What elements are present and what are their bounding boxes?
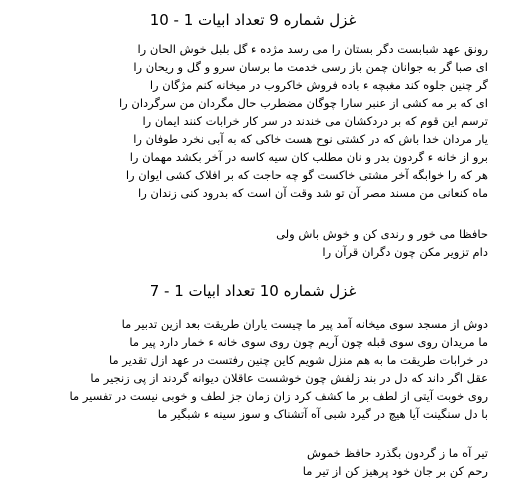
ghazal-10-title: غزل شماره 10 تعداد ابیات 1 - 7 bbox=[149, 282, 357, 300]
ghazal-9-verse-6: یار مردان خدا باش که در کشتی نوح هست خاکی که به آبی نخرد طوفان را bbox=[133, 132, 488, 146]
ghazal-9-verse-3: گر چنین جلوه کند مغبچه ء باده فروش خاکروب در میخانه کنم مژگان را bbox=[149, 78, 488, 92]
ghazal-9-verse-4: ای که بر مه کشی از عنبر سارا چوگان مضطرب حال مگردان من سرگردان را bbox=[118, 96, 488, 110]
ghazal-10-verse-6: با دل سنگینت آیا هیچ در گیرد شبی آه آتشناک و سوز سینه ء شبگیر ما bbox=[157, 407, 488, 421]
ghazal-10-verse-3: در خرابات طریقت ما به هم منزل شویم کاین چنین رفتست در عهد ازل تقدیر ما bbox=[108, 353, 488, 367]
ghazal-9-verse-8: هر که را خوابگه آخر مشتی خاکست گو چه حاجت که بر افلاک کشی ایوان را bbox=[125, 168, 488, 182]
ghazal-9-verse-2: ای صبا گر به جوانان چمن باز رسی خدمت ما برسان سرو و گل و ریحان را bbox=[133, 60, 488, 74]
ghazal-9-title: غزل شماره 9 تعداد ابیات 1 - 10 bbox=[149, 11, 357, 29]
ghazal-9-verse-9: ماه کنعانی من مسند مصر آن تو شد وقت آن است که بدرود کنی زندان را bbox=[138, 186, 488, 200]
ghazal-10-closing-1: تیر آه ما ز گردون بگذرد حافظ خموش bbox=[306, 446, 488, 460]
ghazal-10-verse-1: دوش از مسجد سوی میخانه آمد پیر ما چیست یاران طریقت بعد ازین تدبیر ما bbox=[121, 317, 488, 331]
ghazal-9-verse-1: رونق عهد شبابست دگر بستان را می رسد مژده ء گل بلبل خوش الحان را bbox=[137, 42, 488, 56]
ghazal-9-closing-2: دام تزویر مکن چون دگران قرآن را bbox=[322, 245, 488, 259]
ghazal-10-verse-4: عقل اگر داند که دل در بند زلفش چون خوشست عاقلان دیوانه گردند از پی زنجیر ما bbox=[90, 371, 488, 385]
ghazal-10-closing-2: رحم کن بر جان خود پرهیز کن از تیر ما bbox=[302, 464, 488, 478]
ghazal-9-verse-7: برو از خانه ء گردون بدر و نان مطلب کان سیه کاسه در آخر بکشد مهمان را bbox=[129, 150, 488, 164]
ghazal-10-verse-2: ما مریدان روی سوی قبله چون آریم چون روی سوی خانه ء خمار دارد پیر ما bbox=[129, 335, 488, 349]
ghazal-10-verse-5: روی خوبت آیتی از لطف بر ما کشف کرد زان زمان جز لطف و خوبی نیست در تفسیر ما bbox=[69, 389, 488, 403]
ghazal-9-closing-1: حافظا می خور و رندی کن و خوش باش ولی bbox=[276, 227, 488, 241]
ghazal-9-verse-5: ترسم این قوم که بر دردکشان می خندند در سر کار خرابات کنند ایمان را bbox=[142, 114, 488, 128]
